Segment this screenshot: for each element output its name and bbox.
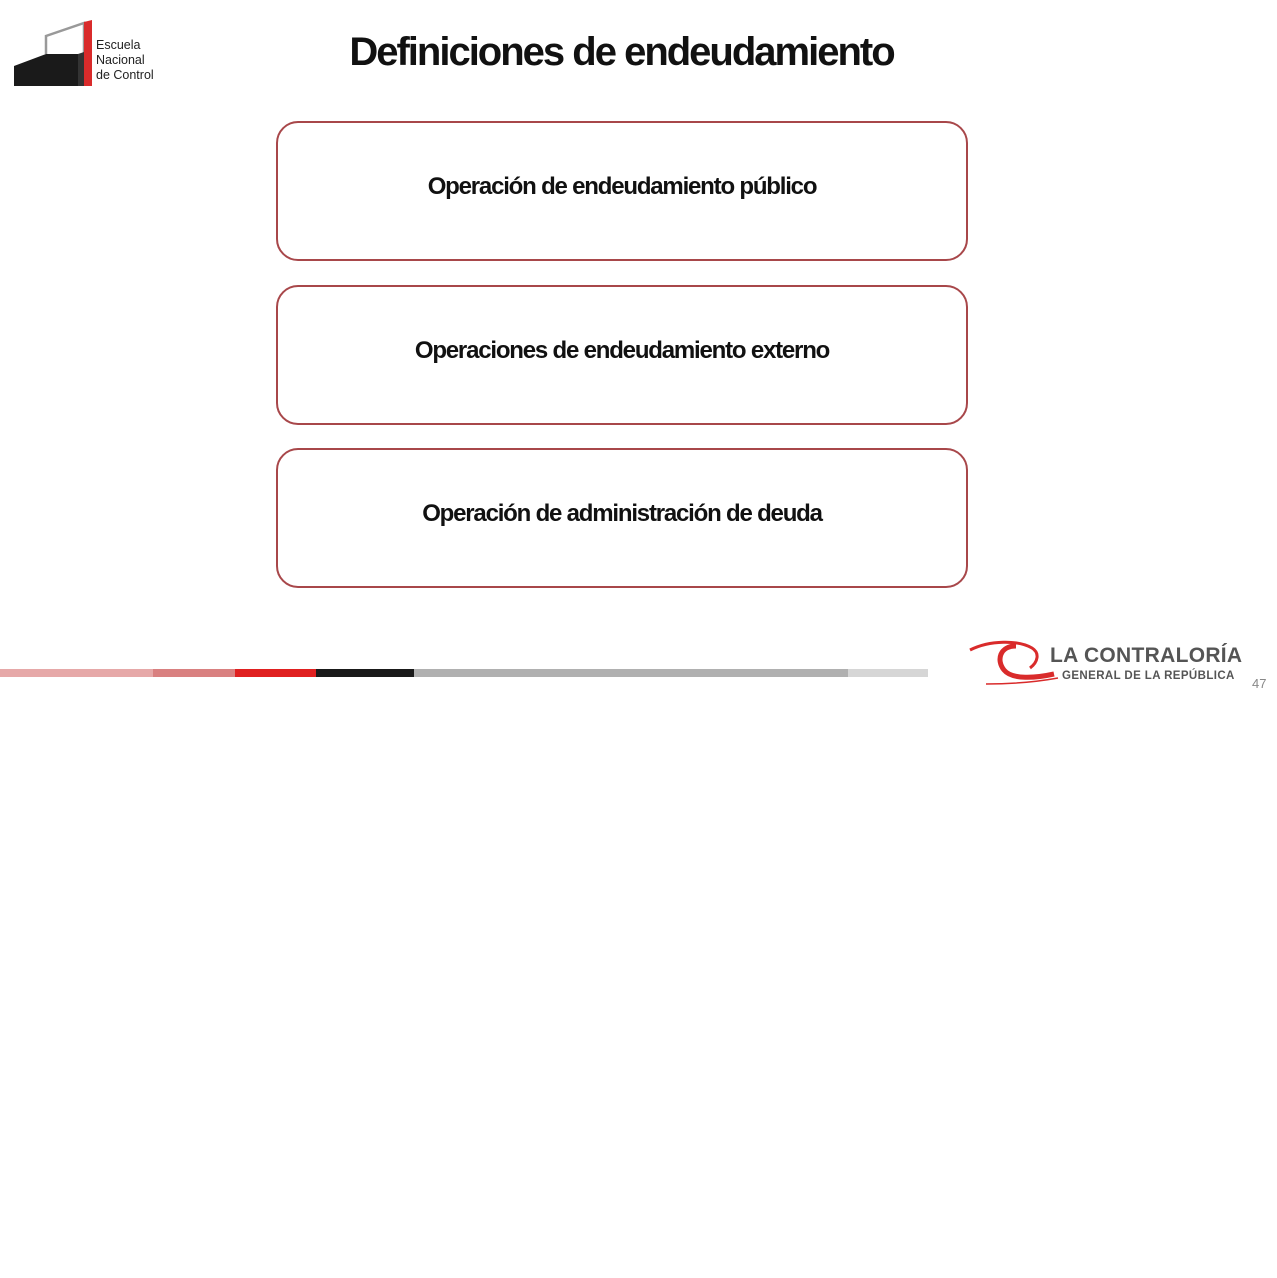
- definition-label-2: Operaciones de endeudamiento externo: [414, 337, 830, 364]
- stripe-segment-3: [235, 669, 316, 677]
- definition-label-3: Operación de administración de deuda: [422, 500, 822, 527]
- page-title: Definiciones de endeudamiento: [349, 30, 894, 74]
- definition-box-2[interactable]: [276, 285, 968, 425]
- stripe-segment-2: [153, 669, 235, 677]
- definition-box-3[interactable]: [276, 448, 968, 588]
- stripe-segment-4: [316, 669, 414, 677]
- stripe-segment-1: [0, 669, 153, 677]
- contraloria-logo: [966, 638, 1256, 690]
- page-number: 47: [1252, 676, 1267, 691]
- definition-box-1[interactable]: [276, 121, 968, 261]
- logo-line-1: Escuela: [96, 38, 141, 52]
- logo-line-2: Nacional: [96, 53, 145, 67]
- logo-line-3: de Control: [96, 68, 154, 82]
- stripe-segment-6: [848, 669, 928, 677]
- contraloria-line-1: LA CONTRALORÍA: [1050, 644, 1243, 667]
- stripe-segment-5: [414, 669, 848, 677]
- definition-label-1: Operación de endeudamiento público: [427, 173, 817, 200]
- contraloria-line-2: GENERAL DE LA REPÚBLICA: [1062, 670, 1235, 682]
- contraloria-swoosh-icon: [966, 638, 1062, 690]
